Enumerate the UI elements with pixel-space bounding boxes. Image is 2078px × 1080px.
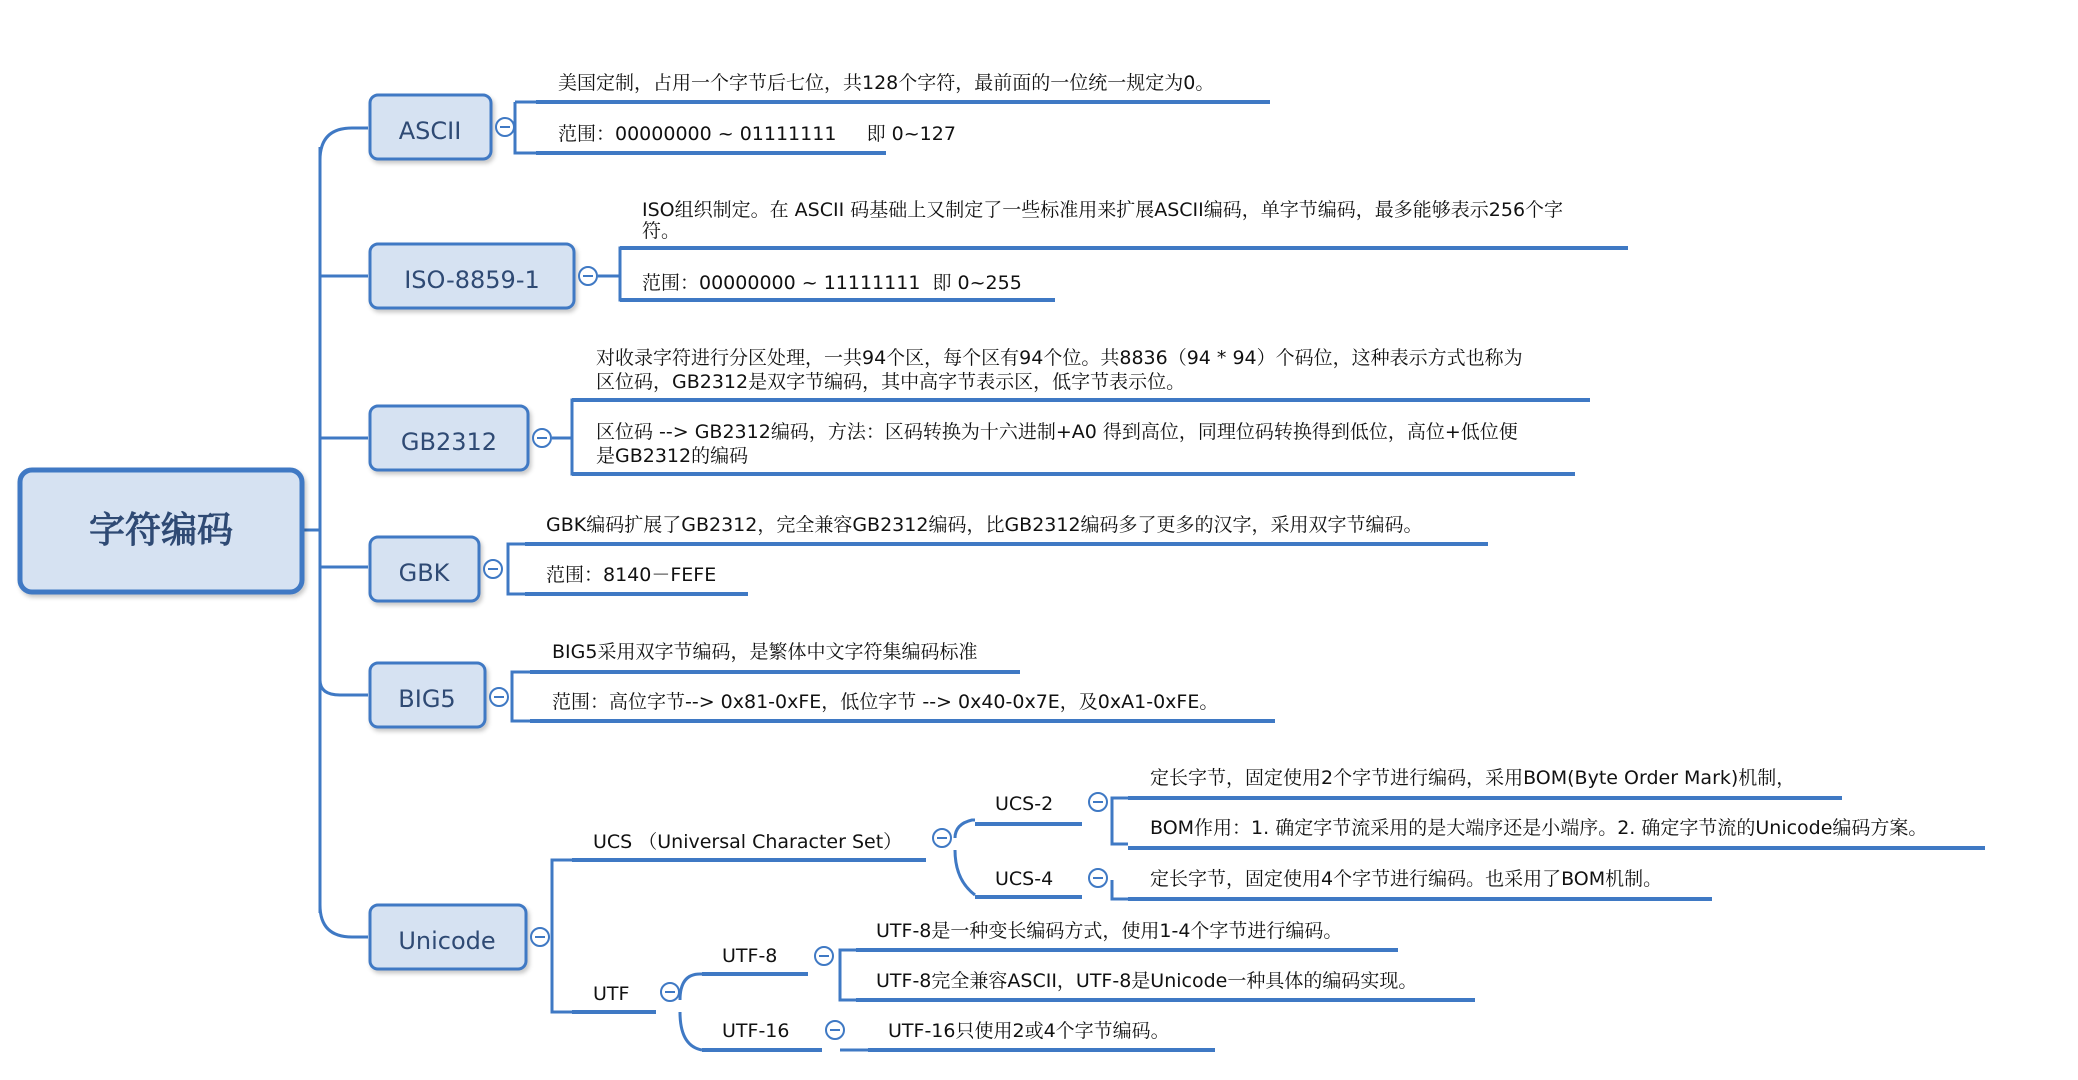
branch-label: ISO-8859-1 (404, 266, 540, 294)
root-node[interactable] (20, 470, 302, 592)
note-text: 区位码 --> GB2312编码，方法：区码转换为十六进制+A0 得到高位，同理位码转换得到低位，高位+低位便 (596, 421, 1518, 443)
note-text: BOM作用：1. 确定字节流采用的是大端序还是小端序。2. 确定字节流的Unicode编码方案。 (1150, 817, 1928, 839)
branch-node-unicode[interactable] (370, 905, 526, 969)
branch-label: BIG5 (398, 685, 456, 713)
note-text: 范围：00000000 ~ 11111111 即 0~255 (642, 272, 1022, 294)
note-text: GBK编码扩展了GB2312，完全兼容GB2312编码，比GB2312编码多了更多的汉字，采用双字节编码。 (546, 514, 1423, 536)
collapse-icon[interactable] (815, 947, 833, 965)
note-text: 范围：8140－FEFE (546, 564, 717, 586)
note-text: 是GB2312的编码 (596, 445, 749, 467)
subtopic-ucs-4[interactable]: UCS-4 (995, 868, 1054, 890)
branch-node-ascii[interactable] (370, 95, 491, 159)
note-text: UTF-8完全兼容ASCII，UTF-8是Unicode一种具体的编码实现。 (876, 970, 1418, 992)
note-text: UTF-8是一种变长编码方式，使用1-4个字节进行编码。 (876, 920, 1343, 942)
note-text: ISO组织制定。在 ASCII 码基础上又制定了一些标准用来扩展ASCII编码，单字节编码，最多能够表示256个字 (642, 199, 1564, 221)
root-label: 字符编码 (88, 510, 234, 551)
note-text: BIG5采用双字节编码，是繁体中文字符集编码标准 (552, 641, 978, 663)
note-text: 区位码，GB2312是双字节编码，其中高字节表示区，低字节表示位。 (596, 371, 1186, 393)
collapse-icon[interactable] (661, 983, 679, 1001)
note-text: 符。 (642, 220, 681, 242)
collapse-icon[interactable] (533, 429, 551, 447)
collapse-icon[interactable] (579, 267, 597, 285)
branch-node-big5[interactable] (370, 663, 485, 727)
subtopic-ucs-2[interactable]: UCS-2 (995, 793, 1054, 815)
subtopic-utf-16[interactable]: UTF-16 (722, 1020, 790, 1042)
collapse-icon[interactable] (531, 928, 549, 946)
branch-label: ASCII (398, 117, 462, 145)
note-text: UTF-16只使用2或4个字节编码。 (888, 1020, 1170, 1042)
branch-label: GBK (398, 559, 450, 587)
note-text: 范围：高位字节--> 0x81-0xFE，低位字节 --> 0x40-0x7E，及0xA1-0xFE。 (552, 691, 1219, 713)
note-text: 定长字节，固定使用2个字节进行编码，采用BOM(Byte Order Mark)机制， (1150, 767, 1796, 789)
note-text: 对收录字符进行分区处理，一共94个区，每个区有94个位。共8836（94 * 94）个码位，这种表示方式也称为 (596, 347, 1523, 369)
branch-label: GB2312 (400, 428, 498, 456)
collapse-icon[interactable] (1089, 793, 1107, 811)
note-text: 美国定制，占用一个字节后七位，共128个字符，最前面的一位统一规定为0。 (558, 72, 1215, 94)
branch-node-iso-8859-1[interactable] (370, 244, 574, 308)
collapse-icon[interactable] (826, 1021, 844, 1039)
branch-node-gb2312[interactable] (370, 406, 528, 470)
collapse-icon[interactable] (484, 560, 502, 578)
collapse-icon[interactable] (496, 118, 514, 136)
branch-node-gbk[interactable] (370, 537, 479, 601)
branch-label: Unicode (398, 927, 496, 955)
collapse-icon[interactable] (933, 829, 951, 847)
note-text: 范围：00000000 ~ 01111111 即 0~127 (558, 123, 956, 145)
subtopic-utf-8[interactable]: UTF-8 (722, 945, 778, 967)
subtopic-ucs[interactable]: UCS （Universal Character Set） (593, 831, 903, 853)
collapse-icon[interactable] (1089, 869, 1107, 887)
subtopic-utf[interactable]: UTF (593, 983, 630, 1005)
collapse-icon[interactable] (490, 688, 508, 706)
note-text: 定长字节，固定使用4个字节进行编码。也采用了BOM机制。 (1150, 868, 1663, 890)
